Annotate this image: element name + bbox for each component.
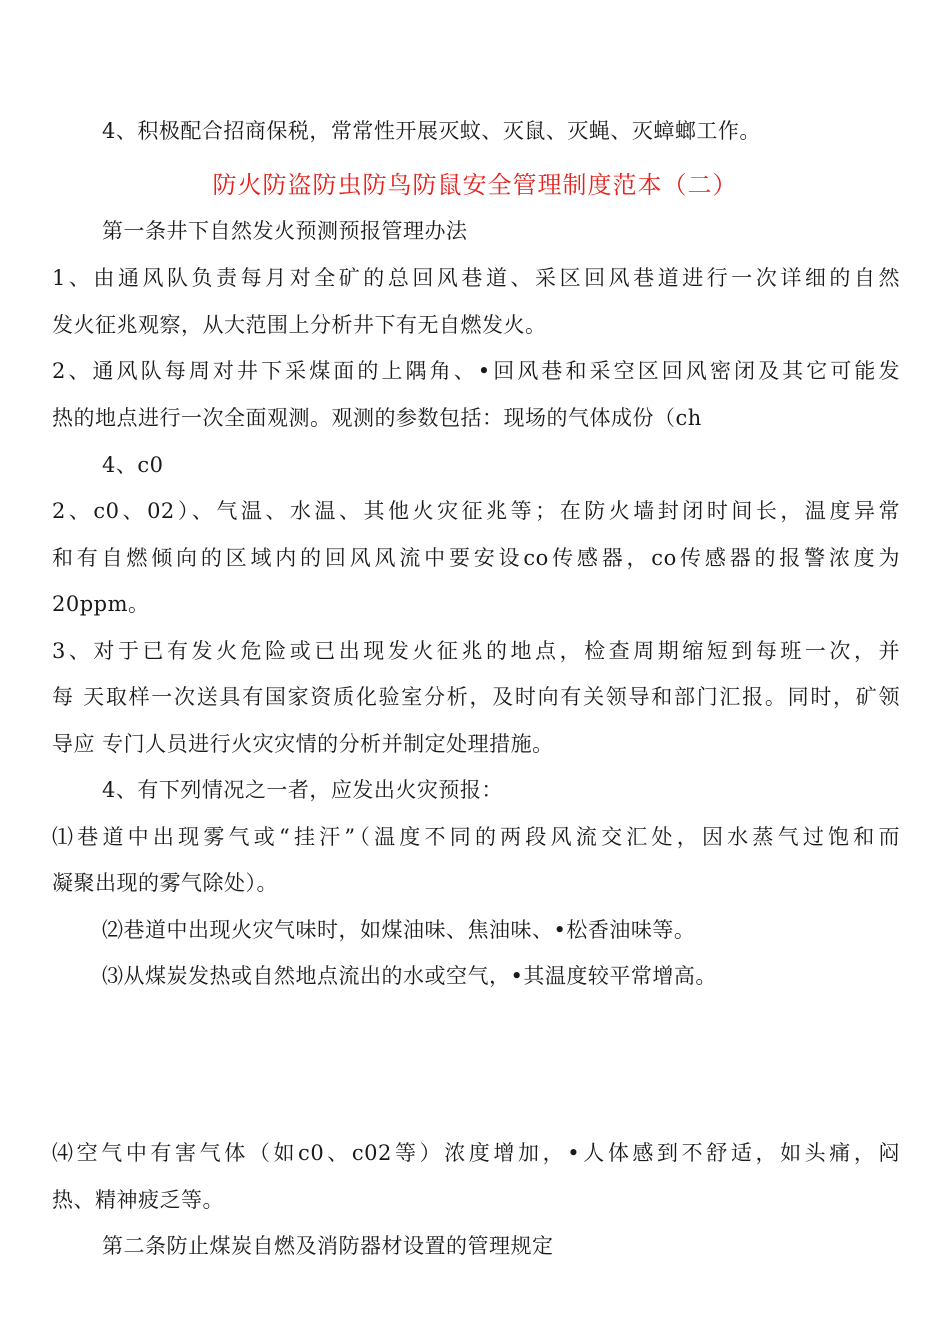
intro-item: 4、积极配合招商保税，常常性开展灭蚊、灭鼠、灭蝇、灭蟑螂工作。	[102, 119, 761, 143]
paragraph-5-line-3: 导应 专门人员进行火灾灾情的分析并制定处理措施。	[52, 732, 554, 756]
paragraph-5-line-1: 3、对于已有发火危险或已出现发火征兆的地点，检查周期缩短到每班一次，并	[52, 639, 900, 663]
paragraph-4-line-1: 2、c0、02）、气温、水温、其他火灾征兆等；在防火墙封闭时间长，温度异常	[52, 499, 900, 523]
paragraph-2-line-2: 热的地点进行一次全面观测。观测的参数包括：现场的气体成份（ch	[52, 406, 702, 430]
item-2-line-1: ⑵巷道中出现火灾气味时，如煤油味、焦油味、•松香油味等。	[102, 918, 696, 942]
paragraph-6-line-1: 4、有下列情况之一者，应发出火灾预报：	[102, 778, 503, 802]
item-4-line-2: 热、精神疲乏等。	[52, 1188, 224, 1212]
article2-heading: 第二条防止煤炭自燃及消防器材设置的管理规定	[102, 1234, 554, 1258]
document-title: 防火防盗防虫防鸟防鼠安全管理制度范本（二）	[212, 171, 738, 199]
article1-heading: 第一条井下自然发火预测预报管理办法	[102, 219, 468, 243]
paragraph-5-line-2: 每 天取样一次送具有国家资质化验室分析，及时向有关领导和部门汇报。同时，矿领	[52, 685, 900, 709]
paragraph-1-line-1: 1、由通风队负责每月对全矿的总回风巷道、采区回风巷道进行一次详细的自然	[52, 266, 900, 290]
paragraph-3-line-1: 4、c0	[102, 453, 164, 477]
item-4-line-1: ⑷空气中有害气体（如c0、c02等）浓度增加，•人体感到不舒适，如头痛，闷	[52, 1141, 900, 1165]
paragraph-1-line-2: 发火征兆观察，从大范围上分析井下有无自燃发火。	[52, 313, 547, 337]
paragraph-4-line-2: 和有自燃倾向的区域内的回风风流中要安设co传感器，co传感器的报警浓度为	[52, 546, 900, 570]
item-1-line-2: 凝聚出现的雾气除处）。	[52, 871, 278, 895]
paragraph-2-line-1: 2、通风队每周对井下采煤面的上隅角、•回风巷和采空区回风密闭及其它可能发	[52, 359, 900, 383]
item-1-line-1: ⑴巷道中出现雾气或“挂汗”（温度不同的两段风流交汇处，因水蒸气过饱和而	[52, 825, 900, 849]
paragraph-4-line-3: 20ppm。	[52, 592, 150, 616]
item-3-line-1: ⑶从煤炭发热或自然地点流出的水或空气，•其温度较平常增高。	[102, 964, 717, 988]
